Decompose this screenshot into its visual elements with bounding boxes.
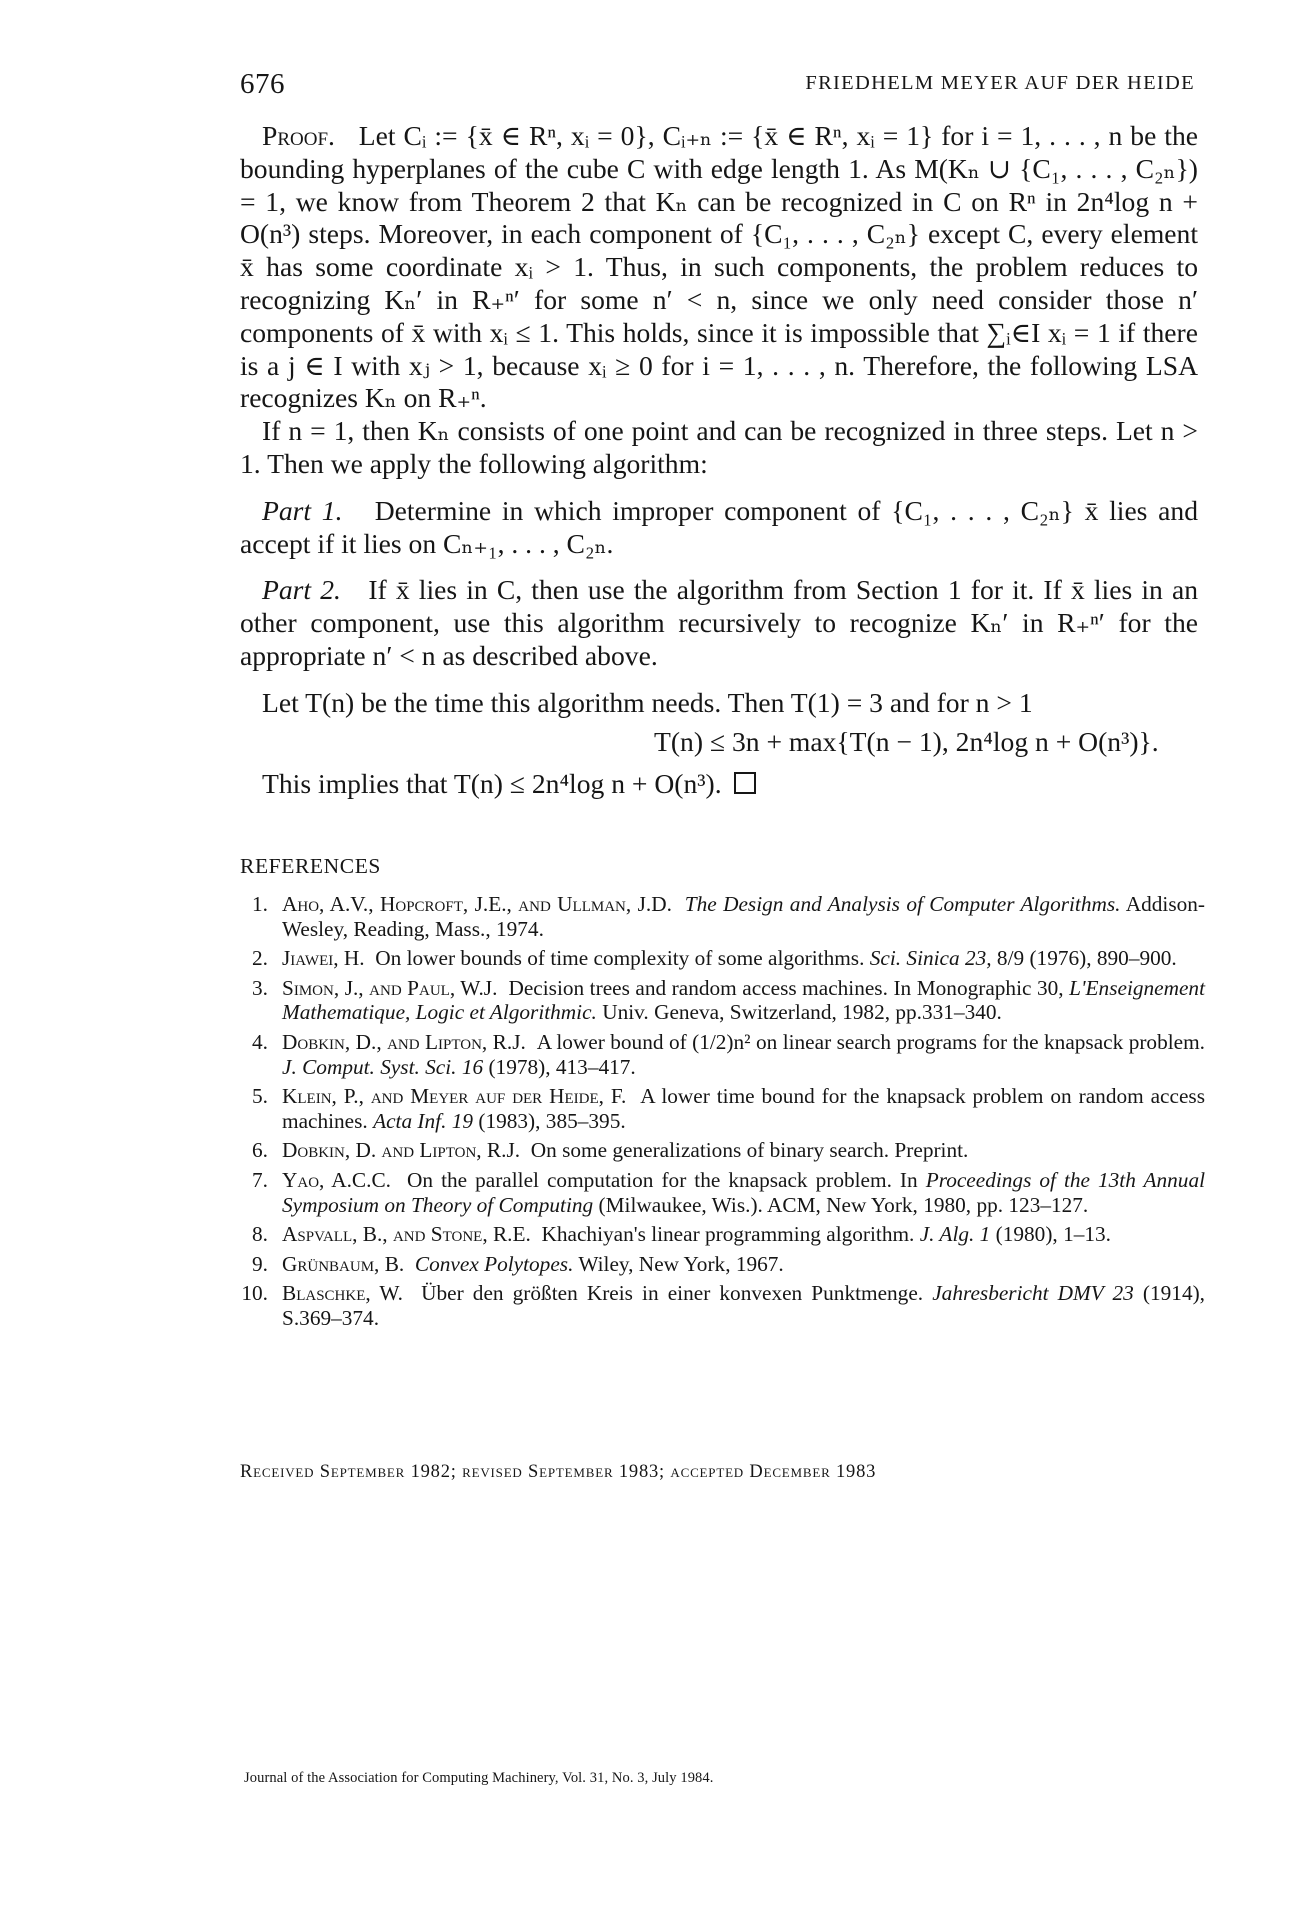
reference-rest: (1983), 385–395. <box>478 1108 626 1133</box>
reference-number: 2. <box>252 946 268 971</box>
references-list <box>240 892 1205 1336</box>
reference-title: A lower time bound for the knapsack problem on random access machines. <box>282 1084 1205 1133</box>
reference-authors: Grünbaum, B. <box>282 1251 405 1276</box>
reference-journal: L'Enseignement Mathematique, Logic et Algorithmic. <box>282 975 1206 1025</box>
reference-authors: Dobkin, D. and Lipton, R.J. <box>282 1138 521 1163</box>
reference-number: 10. <box>241 1281 268 1306</box>
reference-item <box>240 1168 1205 1217</box>
reference-number: 5. <box>252 1084 268 1109</box>
reference-journal: Sci. Sinica 23, <box>869 946 992 971</box>
reference-title: Über den größten Kreis in einer konvexen Punktmenge. <box>421 1281 924 1306</box>
reference-journal: Jahresbericht DMV 23 <box>932 1281 1134 1306</box>
reference-rest: Univ. Geneva, Switzerland, 1982, pp.331–340. <box>602 1000 1002 1025</box>
reference-title: On some generalizations of binary search. Preprint. <box>530 1138 969 1163</box>
part2-text: If x̄ lies in C, then use the algorithm from Section 1 for it. If x̄ lies in an other component, use this algorithm recursively to recognize Kₙ′ in R₊ⁿ′ for the appropriate n′ < n as described above. <box>240 574 1198 671</box>
reference-item <box>240 1030 1205 1079</box>
display-equation: T(n) ≤ 3n + max{T(n − 1), 2n⁴log n + O(n³)}. <box>654 725 1159 757</box>
part1-label: Part 1. <box>262 494 343 526</box>
reference-authors: Blaschke, W. <box>282 1281 403 1306</box>
reference-rest: (1978), 413–417. <box>488 1054 636 1079</box>
reference-number: 7. <box>252 1167 268 1192</box>
part2-label: Part 2. <box>262 574 341 606</box>
conclusion-text: This implies that T(n) ≤ 2n⁴log n + O(n³). <box>262 768 722 800</box>
reference-journal: Acta Inf. 19 <box>373 1108 474 1133</box>
reference-item <box>240 1252 1205 1277</box>
reference-item <box>240 1138 1205 1163</box>
reference-authors: Yao, A.C.C. <box>282 1167 391 1192</box>
page-number: 676 <box>240 68 285 100</box>
proof-label: Proof. <box>262 120 335 151</box>
part1-text: Determine in which improper component of {C₁, . . . , C₂ₙ} x̄ lies and accept if it lies on Cₙ₊₁, . . . , C₂ₙ. <box>240 494 1198 559</box>
reference-rest: 8/9 (1976), 890–900. <box>996 946 1177 971</box>
reference-title: The Design and Analysis of Computer Algorithms. <box>684 892 1121 916</box>
reference-item <box>240 892 1205 941</box>
journal-footer: Journal of the Association for Computing Machinery, Vol. 31, No. 3, July 1984. <box>244 1770 714 1786</box>
reference-title: Decision trees and random access machines. In Monographic 30, <box>508 975 1064 1000</box>
reference-authors: Klein, P., and Meyer auf der Heide, F. <box>282 1084 627 1109</box>
reference-number: 1. <box>252 892 268 916</box>
reference-title: A lower bound of (1/2)n² on linear search programs for the knapsack problem. <box>536 1029 1205 1054</box>
reference-title: Convex Polytopes. <box>414 1251 574 1276</box>
page-header <box>240 68 1195 104</box>
reference-item <box>240 946 1205 971</box>
references-heading: REFERENCES <box>240 854 381 878</box>
reference-number: 9. <box>252 1251 268 1276</box>
reference-journal: J. Alg. 1 <box>919 1222 991 1247</box>
reference-item <box>240 1281 1205 1330</box>
reference-journal: Proceedings of the 13th Annual Symposium on Theory of Computing <box>282 1167 1206 1217</box>
reference-authors: Dobkin, D., and Lipton, R.J. <box>282 1029 526 1054</box>
reference-number: 4. <box>252 1029 268 1054</box>
reference-number: 6. <box>252 1138 268 1163</box>
reference-number: 8. <box>252 1222 268 1247</box>
proof-paragraph <box>240 120 1198 415</box>
reference-item <box>240 976 1205 1025</box>
reference-rest: (1914), S.369–374. <box>282 1281 1206 1330</box>
reference-title: On the parallel computation for the knapsack problem. In <box>407 1167 918 1192</box>
reference-rest: Addison-Wesley, Reading, Mass., 1974. <box>282 892 1206 941</box>
time-paragraph: Let T(n) be the time this algorithm needs. Then T(1) = 3 and for n > 1 <box>262 686 1033 718</box>
body-text <box>240 120 1198 801</box>
reference-rest: Wiley, New York, 1967. <box>578 1251 784 1276</box>
running-head: FRIEDHELM MEYER AUF DER HEIDE <box>805 72 1195 94</box>
reference-item <box>240 1084 1205 1133</box>
proof-text: Let Cᵢ := {x̄ ∈ Rⁿ, xᵢ = 0}, Cᵢ₊ₙ := {x̄ ∈ Rⁿ, xᵢ = 1} for i = 1, . . . , n be the bounding hyperplanes of the cube C with edge length 1. As M(Kₙ ∪ {C₁, . . . , C₂ₙ}) = 1, we know from Theorem 2 that Kₙ can be recognized in C on Rⁿ in 2n⁴log n + O(n³) steps. Moreover, in each component of {C₁, . . . , C₂ₙ} except C, every element x̄ has some coordinate xᵢ > 1. Thus, in such components, the problem reduces to recognizing Kₙ′ in R₊ⁿ′ for some n′ < n, since we only need consider those n′ components of x̄ with xᵢ ≤ 1. This holds, since it is impossible that ∑ᵢ∈I xᵢ = 1 if there is a j ∈ I with xⱼ > 1, because xᵢ ≥ 0 for i = 1, . . . , n. Therefore, the following LSA recognizes Kₙ on R₊ⁿ. <box>240 120 1198 414</box>
part1-paragraph <box>240 495 1198 561</box>
base-case-paragraph: If n = 1, then Kₙ consists of one point and can be recognized in three steps. Let n > 1. Then we apply the following algorithm: <box>240 415 1198 479</box>
reference-title: Khachiyan's linear programming algorithm. <box>541 1222 915 1247</box>
reference-rest: (Milwaukee, Wis.). ACM, New York, 1980, pp. 123–127. <box>598 1192 1089 1217</box>
reference-number: 3. <box>252 975 268 1000</box>
conclusion-paragraph <box>240 768 1198 801</box>
part2-paragraph <box>240 574 1198 672</box>
reference-journal: J. Comput. Syst. Sci. 16 <box>282 1054 484 1079</box>
reference-authors: Jiawei, H. <box>282 946 365 971</box>
reference-authors: Aspvall, B., and Stone, R.E. <box>282 1222 531 1247</box>
reference-item <box>240 1222 1205 1247</box>
reference-authors: Aho, A.V., Hopcroft, J.E., and Ullman, J.D. <box>282 892 672 916</box>
reference-authors: Simon, J., and Paul, W.J. <box>282 975 498 1000</box>
received-dates: Received September 1982; revised September 1983; accepted December 1983 <box>240 1462 877 1482</box>
reference-rest: (1980), 1–13. <box>995 1222 1111 1247</box>
reference-title: On lower bounds of time complexity of some algorithms. <box>375 946 865 971</box>
qed-box-icon <box>734 772 756 794</box>
